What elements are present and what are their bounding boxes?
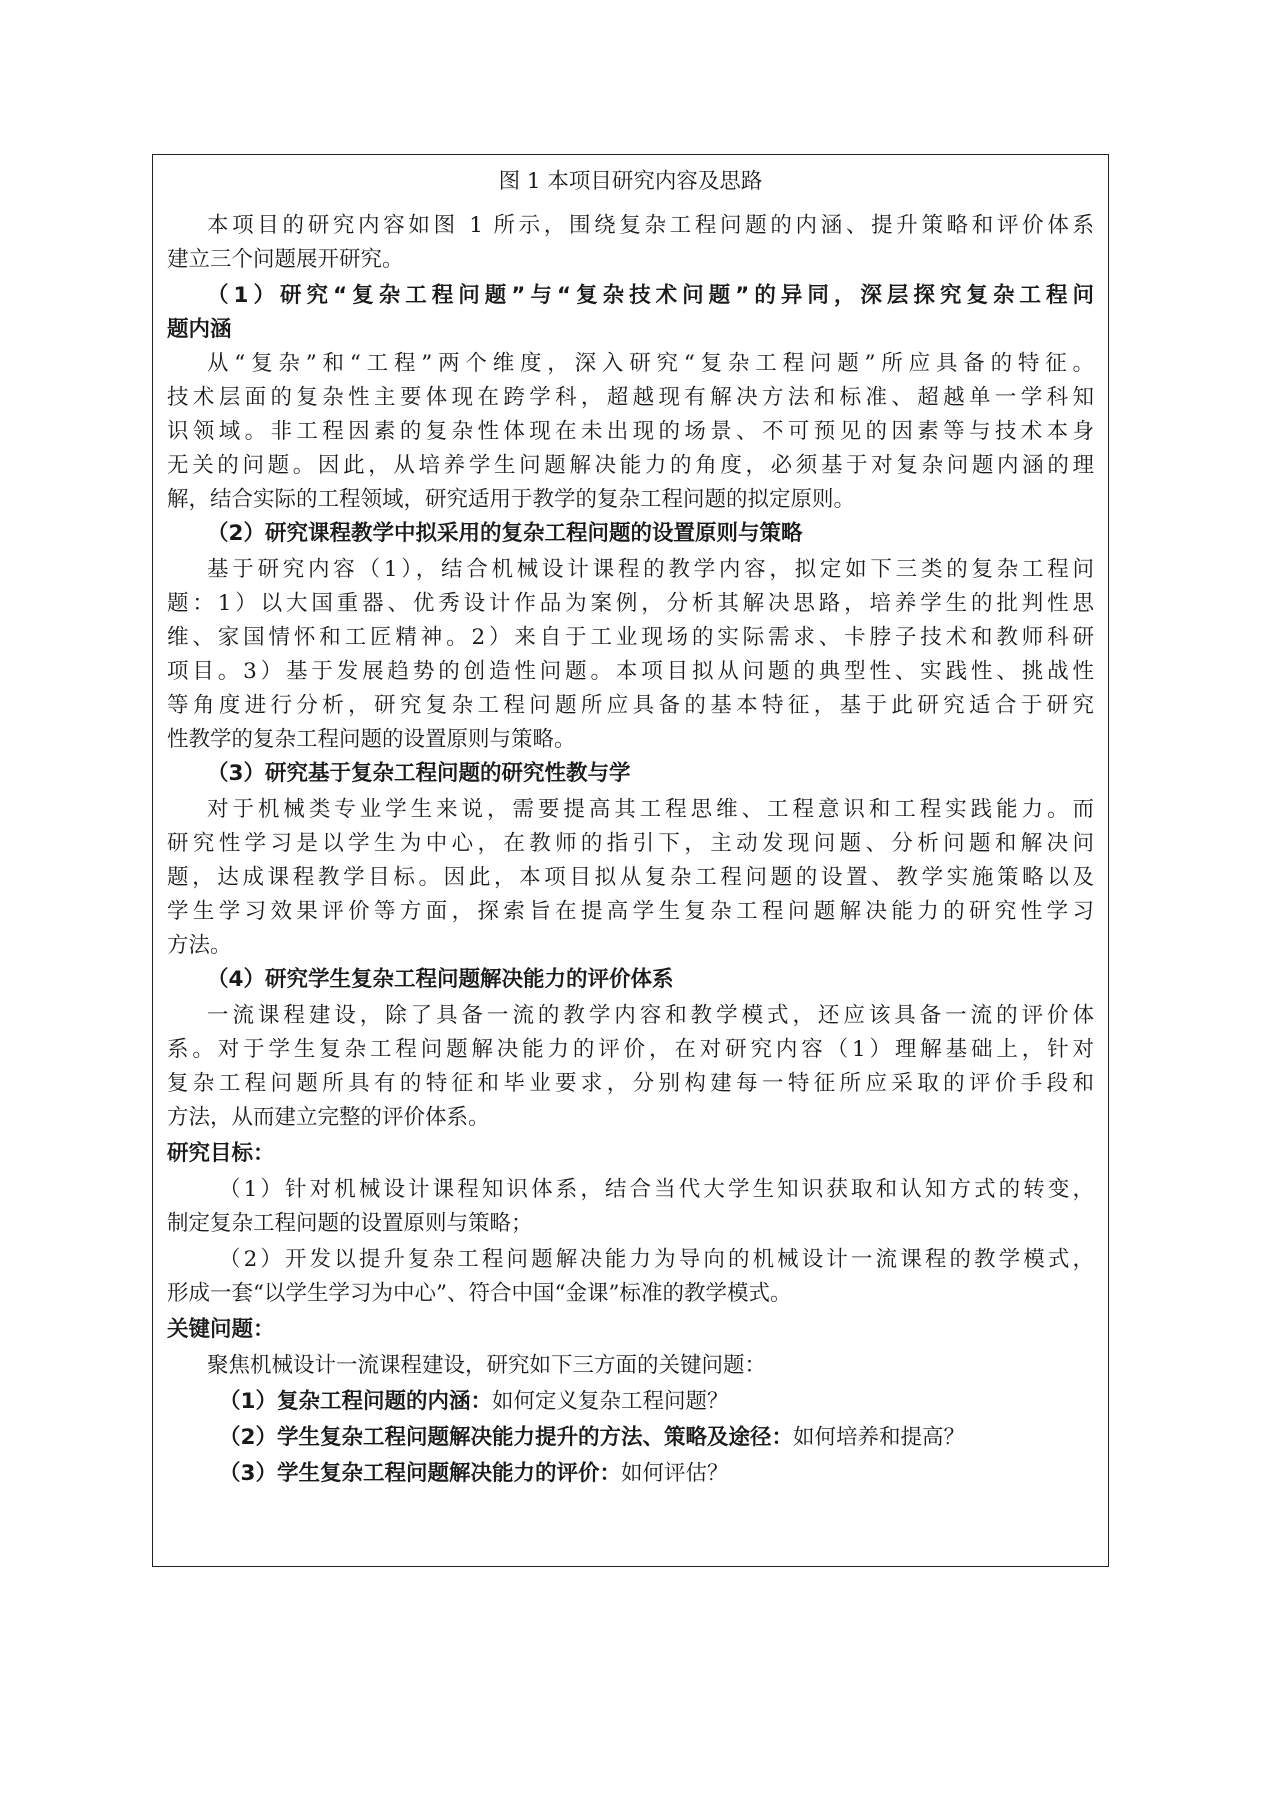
section-2-body-line: 项目。3）基于发展趋势的创造性问题。本项目拟从问题的典型性、实践性、挑战性 — [167, 659, 1094, 684]
section-2-heading: （2）研究课程教学中拟采用的复杂工程问题的设置原则与策略 — [207, 521, 803, 546]
section-2-body-line: 维、家国情怀和工匠精神。2）来自于工业现场的实际需求、卡脖子技术和教师科研 — [167, 625, 1094, 650]
key-issue-3 — [153, 1457, 1108, 1491]
key-issues-intro: 聚焦机械设计一流课程建设，研究如下三方面的关键问题： — [207, 1353, 767, 1378]
section-3-body-line: 学生学习效果评价等方面，探索旨在提高学生复杂工程问题解决能力的研究性学习 — [167, 899, 1094, 924]
section-2-body-line: 题：1）以大国重器、优秀设计作品为案例，分析其解决思路，培养学生的批判性思 — [167, 591, 1094, 616]
key-issue-1-text: 如何定义复杂工程问题？ — [491, 1389, 729, 1414]
intro-line-2: 建立三个问题展开研究。 — [167, 247, 404, 272]
goal-1-line-2: 制定复杂工程问题的设置原则与策略； — [167, 1211, 533, 1236]
section-1-body-line: 技术层面的复杂性主要体现在跨学科，超越现有解决方法和标准、超越单一学科知 — [167, 385, 1094, 410]
figure-caption: 图 1 本项目研究内容及思路 — [498, 169, 763, 194]
key-issue-2-label: （2）学生复杂工程问题解决能力提升的方法、策略及途径： — [219, 1425, 793, 1450]
key-issue-3-text: 如何评估？ — [620, 1461, 729, 1486]
section-2-body-line: 基于研究内容（1），结合机械设计课程的教学内容，拟定如下三类的复杂工程问 — [207, 557, 1094, 582]
goal-2-line-2: 形成一套“以学生学习为中心”、符合中国“金课”标准的教学模式。 — [167, 1281, 792, 1306]
section-3-body-line: 题，达成课程教学目标。因此，本项目拟从复杂工程问题的设置、教学实施策略以及 — [167, 865, 1094, 890]
section-1-body-line: 无关的问题。因此，从培养学生问题解决能力的角度，必须基于对复杂问题内涵的理 — [167, 453, 1094, 478]
section-2-body-line: 性教学的复杂工程问题的设置原则与策略。 — [167, 727, 576, 752]
key-issue-2 — [153, 1421, 1108, 1455]
goal-1-line-1: （1）针对机械设计课程知识体系，结合当代大学生知识获取和认知方式的转变， — [219, 1177, 1094, 1202]
key-issues-title: 关键问题： — [167, 1317, 275, 1342]
section-3-heading: （3）研究基于复杂工程问题的研究性教与学 — [207, 761, 631, 786]
section-2-body-line: 等角度进行分析，研究复杂工程问题所应具备的基本特征，基于此研究适合于研究 — [167, 693, 1094, 718]
section-1-heading-line-1: （1）研究“复杂工程问题”与“复杂技术问题”的异同，深层探究复杂工程问 — [207, 283, 1094, 308]
section-3-body-line: 对于机械类专业学生来说，需要提高其工程思维、工程意识和工程实践能力。而 — [207, 797, 1094, 822]
section-4-heading: （4）研究学生复杂工程问题解决能力的评价体系 — [207, 967, 674, 992]
section-4-body-line: 复杂工程问题所具有的特征和毕业要求，分别构建每一特征所应采取的评价手段和 — [167, 1071, 1094, 1096]
key-issue-3-label: （3）学生复杂工程问题解决能力的评价： — [219, 1461, 621, 1486]
section-4-body-line: 方法，从而建立完整的评价体系。 — [167, 1105, 490, 1130]
section-3-body-line: 方法。 — [167, 933, 232, 958]
section-3-body-line: 研究性学习是以学生为中心，在教师的指引下，主动发现问题、分析问题和解决问 — [167, 831, 1094, 856]
key-issue-2-text: 如何培养和提高？ — [792, 1425, 965, 1450]
key-issue-1 — [153, 1385, 1108, 1419]
goal-2-line-1: （2）开发以提升复杂工程问题解决能力为导向的机械设计一流课程的教学模式， — [219, 1247, 1094, 1272]
section-4-body-line: 系。对于学生复杂工程问题解决能力的评价，在对研究内容（1）理解基础上，针对 — [167, 1037, 1094, 1062]
section-1-body-line: 识领域。非工程因素的复杂性体现在未出现的场景、不可预见的因素等与技术本身 — [167, 419, 1094, 444]
goals-title: 研究目标： — [167, 1141, 275, 1166]
section-1-heading-line-2: 题内涵 — [167, 317, 232, 342]
intro-line-1: 本项目的研究内容如图 1 所示，围绕复杂工程问题的内涵、提升策略和评价体系 — [207, 213, 1094, 238]
content-table-cell — [152, 154, 1109, 1567]
key-issue-1-label: （1）复杂工程问题的内涵： — [219, 1389, 492, 1414]
section-1-body-line: 从“复杂”和“工程”两个维度，深入研究“复杂工程问题”所应具备的特征。 — [207, 351, 1094, 376]
section-4-body-line: 一流课程建设，除了具备一流的教学内容和教学模式，还应该具备一流的评价体 — [207, 1003, 1094, 1028]
section-1-body-line: 解，结合实际的工程领域，研究适用于教学的复杂工程问题的拟定原则。 — [167, 487, 856, 512]
